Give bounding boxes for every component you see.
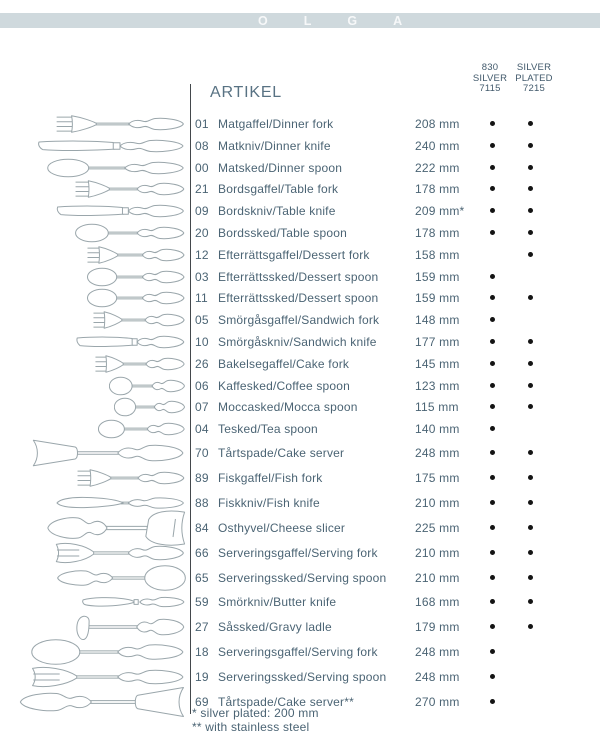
availability-dot-830-silver xyxy=(490,274,495,279)
item-code: 69 xyxy=(195,695,209,709)
item-name: Smörkniv/Butter knife xyxy=(218,595,337,610)
table-row xyxy=(190,181,595,197)
item-size: 159 mm xyxy=(415,269,460,284)
availability-dot-830-silver xyxy=(490,230,495,235)
table-row xyxy=(190,247,595,263)
availability-dot-830-silver xyxy=(490,599,495,604)
table-row xyxy=(190,225,595,241)
availability-dot-silver-plated xyxy=(528,252,533,257)
item-name: Efterrättssked/Dessert spoon xyxy=(218,291,379,306)
item-code: 05 xyxy=(195,313,209,328)
item-name: Fiskgaffel/Fish fork xyxy=(218,470,323,485)
item-name: Tårtspade/Cake server** xyxy=(218,695,354,709)
availability-dot-silver-plated xyxy=(528,383,533,388)
item-code: 70 xyxy=(195,446,209,460)
availability-dot-830-silver xyxy=(490,317,495,322)
item-code: 26 xyxy=(195,356,209,371)
item-size: 145 mm xyxy=(415,356,460,371)
item-name: Bakelsegaffel/Cake fork xyxy=(218,356,350,371)
item-code: 07 xyxy=(195,400,209,415)
item-code: 20 xyxy=(195,226,209,240)
table-row xyxy=(190,619,595,635)
table-row xyxy=(190,203,595,219)
item-code: 65 xyxy=(195,570,209,585)
item-code: 88 xyxy=(195,495,209,510)
item-size: 270 mm xyxy=(415,695,460,709)
table-row xyxy=(190,421,595,437)
availability-dot-830-silver xyxy=(490,649,495,654)
availability-dot-silver-plated xyxy=(528,475,533,480)
item-name: Moccasked/Mocca spoon xyxy=(218,400,358,415)
item-size: 248 mm xyxy=(415,446,460,460)
availability-dot-830-silver xyxy=(490,500,495,505)
item-size: 210 mm xyxy=(415,495,460,510)
item-code: 27 xyxy=(195,620,209,635)
item-size: 210 mm xyxy=(415,570,460,585)
availability-dot-silver-plated xyxy=(528,404,533,409)
item-name: Matgaffel/Dinner fork xyxy=(218,117,334,131)
availability-dot-830-silver xyxy=(490,295,495,300)
item-size: 179 mm xyxy=(415,620,460,635)
item-code: 89 xyxy=(195,470,209,485)
availability-dot-830-silver xyxy=(490,361,495,366)
table-row xyxy=(190,594,595,610)
item-code: 04 xyxy=(195,422,209,437)
item-code: 12 xyxy=(195,247,209,262)
availability-dot-830-silver xyxy=(490,383,495,388)
item-size: 225 mm xyxy=(415,520,460,535)
column-header-line: PLATED xyxy=(515,72,553,84)
item-code: 03 xyxy=(195,269,209,284)
availability-dot-830-silver xyxy=(490,575,495,580)
item-code: 00 xyxy=(195,160,209,175)
fork-illustration xyxy=(77,467,186,494)
item-name: Matsked/Dinner spoon xyxy=(218,160,343,175)
item-code: 66 xyxy=(195,545,209,560)
table-row xyxy=(190,470,595,486)
table-row xyxy=(190,399,595,415)
item-code: 06 xyxy=(195,378,209,393)
table-row xyxy=(190,138,595,154)
item-name: Smörgåskniv/Sandwich knife xyxy=(218,335,377,349)
table-row xyxy=(190,334,595,350)
table-row xyxy=(190,160,595,176)
item-size: 175 mm xyxy=(415,470,460,485)
item-size: 248 mm xyxy=(415,645,460,660)
item-code: 21 xyxy=(195,182,209,197)
item-size: 123 mm xyxy=(415,378,460,393)
availability-dot-830-silver xyxy=(490,208,495,213)
footnote-stainless-steel: ** with stainless steel xyxy=(192,719,310,734)
item-name: Bordskniv/Table knife xyxy=(218,204,336,219)
item-name: Serveringssked/Serving spoon xyxy=(218,570,387,585)
item-size: 178 mm xyxy=(415,182,460,197)
item-size: 177 mm xyxy=(415,335,460,349)
item-code: 11 xyxy=(195,291,208,306)
item-size: 222 mm xyxy=(415,160,460,175)
table-row xyxy=(190,545,595,561)
item-name: Bordsgaffel/Table fork xyxy=(218,182,339,197)
table-row xyxy=(190,356,595,372)
availability-dot-830-silver xyxy=(490,475,495,480)
item-name: Tesked/Tea spoon xyxy=(218,422,318,437)
item-name: Matkniv/Dinner knife xyxy=(218,138,331,153)
column-header-line: 7115 xyxy=(479,83,501,94)
footnote-silver-plated: * silver plated: 200 mm xyxy=(192,706,319,720)
item-name: Kaffesked/Coffee spoon xyxy=(218,378,351,393)
availability-dot-830-silver xyxy=(490,339,495,344)
footnotes xyxy=(192,707,319,734)
item-code: 59 xyxy=(195,595,209,610)
item-name: Serveringssked/Serving spoon xyxy=(218,670,387,685)
item-code: 09 xyxy=(195,204,209,219)
availability-dot-silver-plated xyxy=(528,295,533,300)
table-row xyxy=(190,312,595,328)
availability-dot-830-silver xyxy=(490,165,495,170)
availability-dot-830-silver xyxy=(490,404,495,409)
table-row xyxy=(190,570,595,586)
availability-dot-830-silver xyxy=(490,699,495,704)
availability-dot-830-silver xyxy=(490,186,495,191)
table-row xyxy=(190,495,595,511)
availability-dot-silver-plated xyxy=(528,143,533,148)
brand-title: OLGA xyxy=(258,14,439,28)
column-header-line: SILVER xyxy=(516,62,552,73)
item-name: Såssked/Gravy ladle xyxy=(218,620,332,635)
item-size: 208 mm xyxy=(415,117,460,131)
item-name: Smörgåsgaffel/Sandwich fork xyxy=(218,313,380,328)
availability-dot-silver-plated xyxy=(528,186,533,191)
availability-dot-silver-plated xyxy=(528,624,533,629)
item-size: 178 mm xyxy=(415,226,460,240)
availability-dot-silver-plated xyxy=(528,550,533,555)
table-row xyxy=(190,116,595,132)
availability-dot-silver-plated xyxy=(528,525,533,530)
cake-server-large-illustration xyxy=(17,685,186,724)
item-name: Tårtspade/Cake server xyxy=(218,446,345,460)
availability-dot-830-silver xyxy=(490,143,495,148)
item-name: Fiskkniv/Fish knife xyxy=(218,495,320,510)
availability-dot-830-silver xyxy=(490,450,495,455)
item-code: 01 xyxy=(195,117,209,131)
item-name: Serveringsgaffel/Serving fork xyxy=(218,645,378,660)
availability-dot-silver-plated xyxy=(528,165,533,170)
column-header-830-silver xyxy=(470,63,510,95)
item-name: Efterrättsgaffel/Dessert fork xyxy=(218,247,370,262)
availability-dot-830-silver xyxy=(490,525,495,530)
item-name: Serveringsgaffel/Serving fork xyxy=(218,545,378,560)
column-header-silver-plated xyxy=(514,63,554,95)
availability-dot-830-silver xyxy=(490,624,495,629)
availability-dot-830-silver xyxy=(490,426,495,431)
item-code: 18 xyxy=(195,645,209,660)
item-size: 115 mm xyxy=(415,400,459,415)
availability-dot-silver-plated xyxy=(528,599,533,604)
availability-dot-silver-plated xyxy=(528,121,533,126)
availability-dot-silver-plated xyxy=(528,208,533,213)
item-name: Efterrättssked/Dessert spoon xyxy=(218,269,379,284)
item-name: Bordssked/Table spoon xyxy=(218,226,347,240)
availability-dot-silver-plated xyxy=(528,339,533,344)
column-header-line: 830 xyxy=(481,62,499,73)
table-title: ARTIKEL xyxy=(210,84,282,101)
item-size: 168 mm xyxy=(415,595,460,610)
item-size: 210 mm xyxy=(415,545,460,560)
availability-dot-silver-plated xyxy=(528,575,533,580)
item-code: 10 xyxy=(195,335,209,349)
availability-dot-830-silver xyxy=(490,674,495,679)
availability-dot-silver-plated xyxy=(528,230,533,235)
item-code: 19 xyxy=(195,670,209,685)
item-code: 08 xyxy=(195,138,209,153)
column-header-line: SILVER xyxy=(472,72,508,84)
column-header-line: 7215 xyxy=(523,83,545,94)
table-row xyxy=(190,269,595,285)
item-size: 148 mm xyxy=(415,313,460,328)
availability-dot-silver-plated xyxy=(528,500,533,505)
availability-dot-silver-plated xyxy=(528,361,533,366)
column-headers xyxy=(470,63,558,95)
item-name: Osthyvel/Cheese slicer xyxy=(218,520,346,535)
table-row xyxy=(190,520,595,536)
availability-dot-silver-plated xyxy=(528,450,533,455)
availability-dot-830-silver xyxy=(490,550,495,555)
item-size: 140 mm xyxy=(415,422,460,437)
table-row xyxy=(190,669,595,685)
table-row xyxy=(190,378,595,394)
serving-spoon-illustration xyxy=(55,564,186,597)
table-row xyxy=(190,644,595,660)
table-row xyxy=(190,445,595,461)
availability-dot-830-silver xyxy=(490,121,495,126)
item-size: 240 mm xyxy=(415,138,460,153)
item-code: 84 xyxy=(195,520,209,535)
item-size: 209 mm* xyxy=(415,204,465,219)
item-size: 248 mm xyxy=(415,670,460,685)
item-size: 158 mm xyxy=(415,247,460,262)
item-size: 159 mm xyxy=(415,291,460,306)
brand-bar xyxy=(0,13,600,28)
table-row xyxy=(190,290,595,306)
